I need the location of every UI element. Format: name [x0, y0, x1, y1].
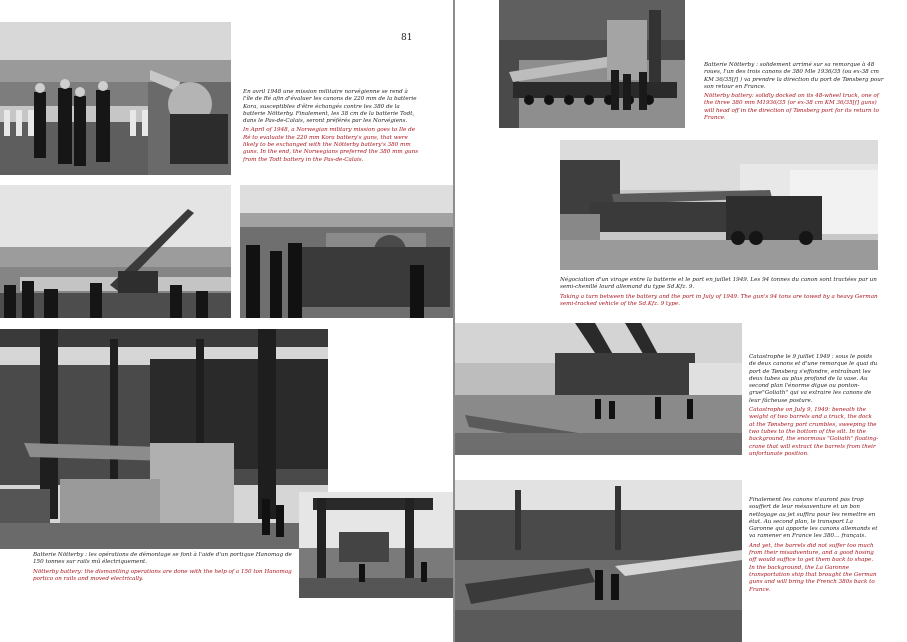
- caption-cleaning-english: And yet, the barrels did not suffer too much from their misadventure, and a good hosing off would suffice to get them back to shape. In the background, the La Garonne transportation ship that brought the German guns and will bring the French 380s back to France.: [749, 542, 877, 593]
- caption-turn: [560, 277, 878, 308]
- caption-catastrophe: [749, 354, 879, 458]
- caption-catastrophe-english: Catastrophe on July 9, 1949: beneath the weight of two barrels and a truck, the dock at the Tønsberg port crumbles, sweeping the two tubes to the bottom of the silt. In the background, the enormous "Goliath" floating-crane that will extract the barrels from their unfortunate position.: [749, 407, 879, 457]
- caption-cleaning: [749, 497, 879, 594]
- caption-trailer-english: Nötterby battery: solidly docked on its 48-wheel truck, one of the three 380 mm M1936/35 (or ex-38 cm KM 36/35[f] guns) will head off in the direction of Tønsberg port for its return to France.: [704, 93, 880, 122]
- caption-trailer-french: Batterie Nötterby : solidement arrimé sur sa remorque à 48 roues, l'un des trois canons de 380 Mle 1936/35 (ou ex-38 cm KM 36/35[f] ) va prendre la direction du port de Tønsberg pour son retour en France.: [704, 62, 884, 90]
- caption-dismantling-english: Nötterby battery: the dismantling operations are done with the help of a 150 ton Hanomag portico on rails and moved electrically.: [33, 568, 292, 582]
- page-number: 81: [401, 33, 413, 43]
- right-page: [455, 0, 907, 642]
- photo-gun-barrel-raised: [0, 185, 231, 318]
- photo-gun-on-48-wheel-trailer: [499, 0, 685, 128]
- caption-kora-mission-french: En avril 1948 une mission militaire norvégienne se rend à l'île de Ré afin d'évaluer les canons de 220 mm de la batterie Kora, susceptibles d'être échangés contre les 380 de la batterie Nötterby. Finalement, les 38 cm de la batterie Todt, dans le Pas-de-Calais, seront préférés par les Norvégiens.: [243, 89, 417, 125]
- photo-portico-detail: [299, 492, 453, 598]
- left-page: [0, 0, 453, 642]
- caption-turn-french: Négociation d'un virage entre la batterie et le port en juillet 1949. Les 94 tonnes du canon sont tractées par un semi-chenillé lourd allemand du type Sd.Kfz. 9.: [560, 277, 877, 291]
- caption-trailer: [704, 62, 884, 122]
- photo-gun-breech-group: [240, 185, 453, 318]
- caption-cleaning-french: Finalement les canons n'auront pas trop souffert de leur mésaventure et un bon nettoyage au jet suffira pour les remettre en état. Au second plan, le transport La Garonne qui apporte les canons allemands et va ramener en France les 380… français.: [749, 497, 878, 540]
- caption-turn-english: Taking a turn between the battery and the port in July of 1949. The gun's 94 tons are towed by a heavy German semi-tracked vehicle of the Sd.Kfz. 9 type.: [560, 293, 878, 307]
- caption-dismantling-french: Batterie Nötterby : les opérations de démontage se font à l'aide d'un portique Hanomag de 150 tonnes sur rails mû électriquement.: [33, 552, 292, 566]
- caption-dismantling: [33, 552, 295, 583]
- caption-kora-mission-english: In April of 1948, a Norwegian military mission goes to Ile de Ré to evaluate the 220 mm Kora battery's guns, that were likely to be exchanged with the Nötterby battery's 380 mm guns. In the end, the Norwegians preferred the 380 mm guns from the Todt battery in the Pas-de-Calais.: [243, 127, 419, 163]
- caption-catastrophe-french: Catastrophe le 9 juillet 1949 : sous le poids de deux canons et d'une remorque le quai du port de Tønsberg s'effondre, entraînant les deux tubes au plus profond de la vase. Au second plan l'énorme digue ou ponton-grue"Goliath" qui va extraire les canons de leur fâcheuse posture.: [749, 354, 878, 404]
- photo-halftrack-towing-gun: [560, 140, 878, 270]
- photo-hanomag-gantry-dismantling: [0, 329, 328, 549]
- photo-mission-gun-emplacement: [0, 22, 231, 175]
- photo-collapsed-quay-goliath: [455, 323, 742, 455]
- photo-hosing-barrels-la-garonne: [455, 480, 742, 642]
- caption-kora-mission: [243, 89, 419, 164]
